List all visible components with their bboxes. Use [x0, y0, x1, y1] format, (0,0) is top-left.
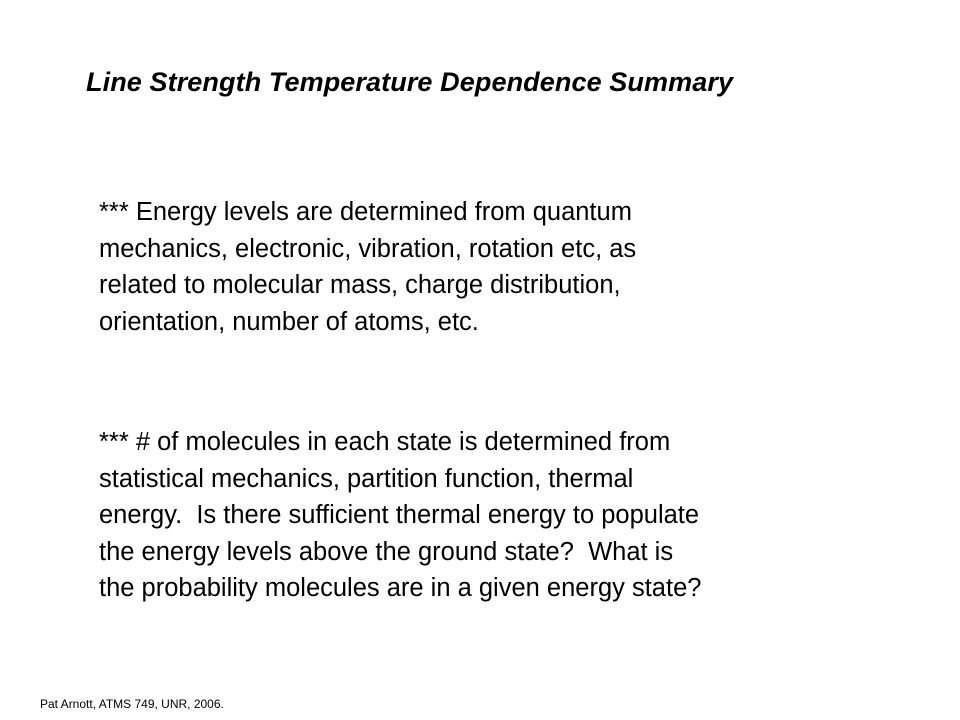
- paragraph-line: mechanics, electronic, vibration, rotation etc, as: [99, 234, 637, 263]
- slide-title: Line Strength Temperature Dependence Summary: [86, 67, 734, 97]
- paragraph-line: *** Energy levels are determined from quantum: [99, 198, 632, 226]
- paragraph-line: related to molecular mass, charge distribution,: [99, 271, 621, 299]
- paragraph-line: statistical mechanics, partition function, thermal: [99, 464, 634, 493]
- paragraph-line: energy. Is there sufficient thermal energy to populate: [99, 501, 700, 529]
- paragraph-line: the probability molecules are in a given energy state?: [99, 574, 702, 602]
- paragraph-line: the energy levels above the ground state? What is: [99, 537, 674, 566]
- footer-credit: Pat Arnott, ATMS 749, UNR, 2006.: [40, 697, 224, 711]
- molecules-per-state-paragraph: [99, 424, 859, 607]
- paragraph-line: *** # of molecules in each state is determined from: [99, 428, 671, 456]
- energy-levels-paragraph: [99, 194, 859, 340]
- paragraph-line: orientation, number of atoms, etc.: [99, 307, 479, 336]
